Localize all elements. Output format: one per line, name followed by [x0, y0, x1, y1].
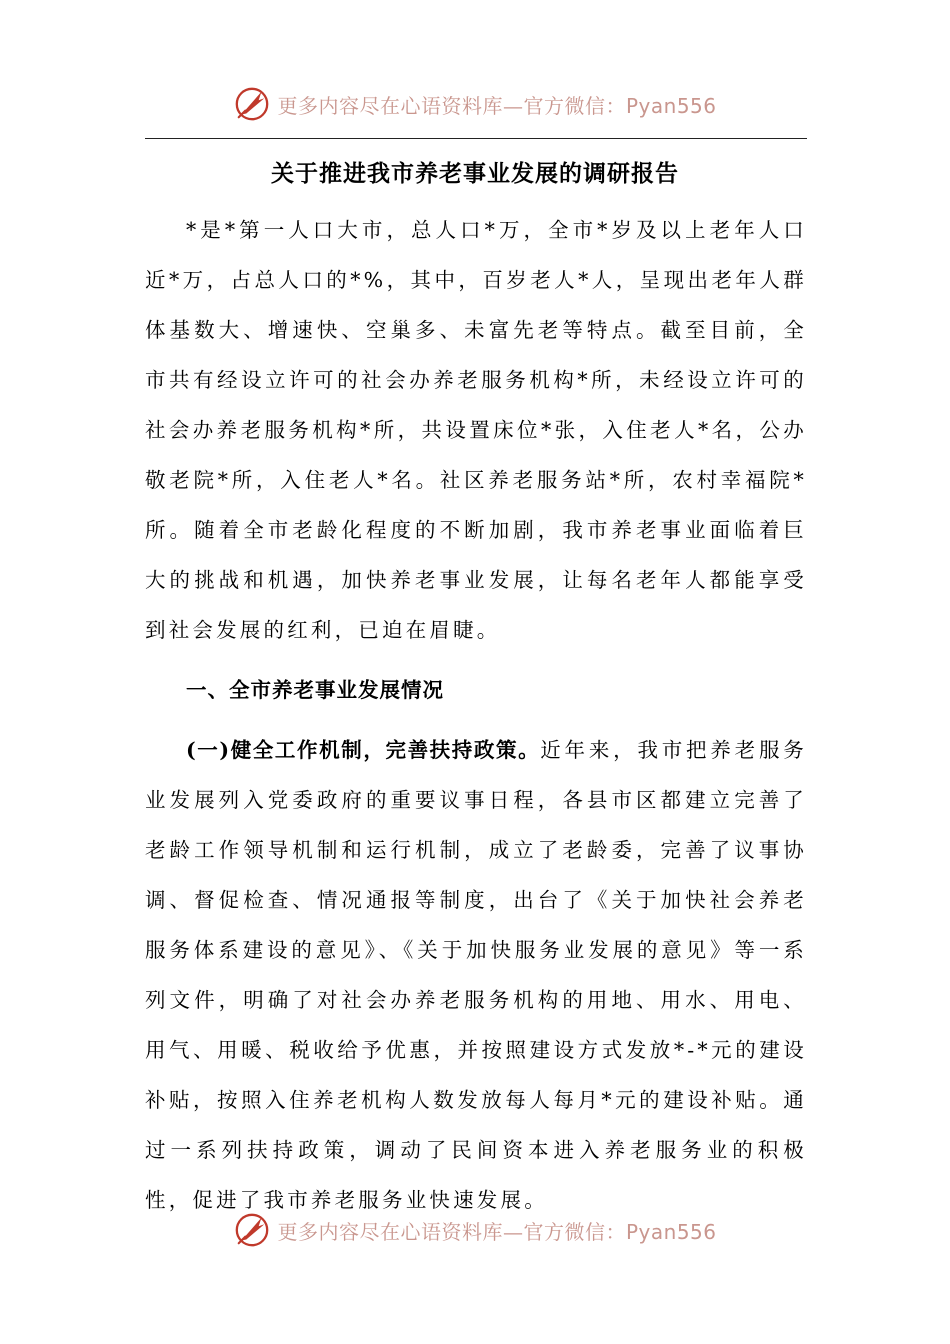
- document-title: 关于推进我市养老事业发展的调研报告: [271, 160, 679, 187]
- intro-paragraph: *是*第一人口大市，总人口*万，全市*岁及以上老年人口近*万，占总人口的*%，其中，百岁老人*人，呈现出老年人群体基数大、增速快、空巢多、未富先老等特点。截至目前，全市共有经设立许可的社会办养老服务机构*所，未经设立许可的社会办养老服务机构*所，共设置床位*张，入住老人*名，公办敬老院*所，入住老人*名。社区养老服务站*所，农村幸福院*所。随着全市老龄化程度的不断加剧，我市养老事业面临着巨大的挑战和机遇，加快养老事业发展，让每名老年人都能享受到社会发展的红利，已迫在眉睫。: [145, 218, 807, 642]
- section-paragraph: [145, 725, 807, 1225]
- watermark-text: [277, 1216, 716, 1245]
- wechat-id: Pyan556: [625, 93, 717, 118]
- section-heading: 一、全市养老事业发展情况: [186, 678, 444, 702]
- header-rule: [145, 138, 807, 139]
- watermark-text: [277, 90, 716, 119]
- paragraph-lead: (一)健全工作机制，完善扶持政策。: [186, 738, 541, 762]
- watermark-banner-top: [0, 82, 950, 126]
- paragraph-body: 近年来，我市把养老服务业发展列入党委政府的重要议事日程，各县市区都建立完善了老龄工作领导机制和运行机制，成立了老龄委，完善了议事协调、督促检查、情况通报等制度，出台了《关于加快社会养老服务体系建设的意见》、《关于加快服务业发展的意见》等一系列文件，明确了对社会办养老服务机构的用地、用水、用电、用气、用暖、税收给予优惠，并按照建设方式发放*-*元的建设补贴，按照入住养老机构人数发放每人每月*元的建设补贴。通过一系列扶持政策，调动了民间资本进入养老服务业的积极性，促进了我市养老服务业快速发展。: [145, 738, 807, 1212]
- quill-seal-icon: [233, 1211, 271, 1249]
- watermark-banner-bottom: [0, 1208, 950, 1252]
- document-body: [145, 205, 807, 1225]
- quill-seal-icon: [233, 85, 271, 123]
- watermark-slogan: 更多内容尽在心语资料库—官方微信：: [277, 93, 626, 118]
- wechat-id: Pyan556: [625, 1219, 717, 1244]
- watermark-slogan: 更多内容尽在心语资料库—官方微信：: [277, 1219, 626, 1244]
